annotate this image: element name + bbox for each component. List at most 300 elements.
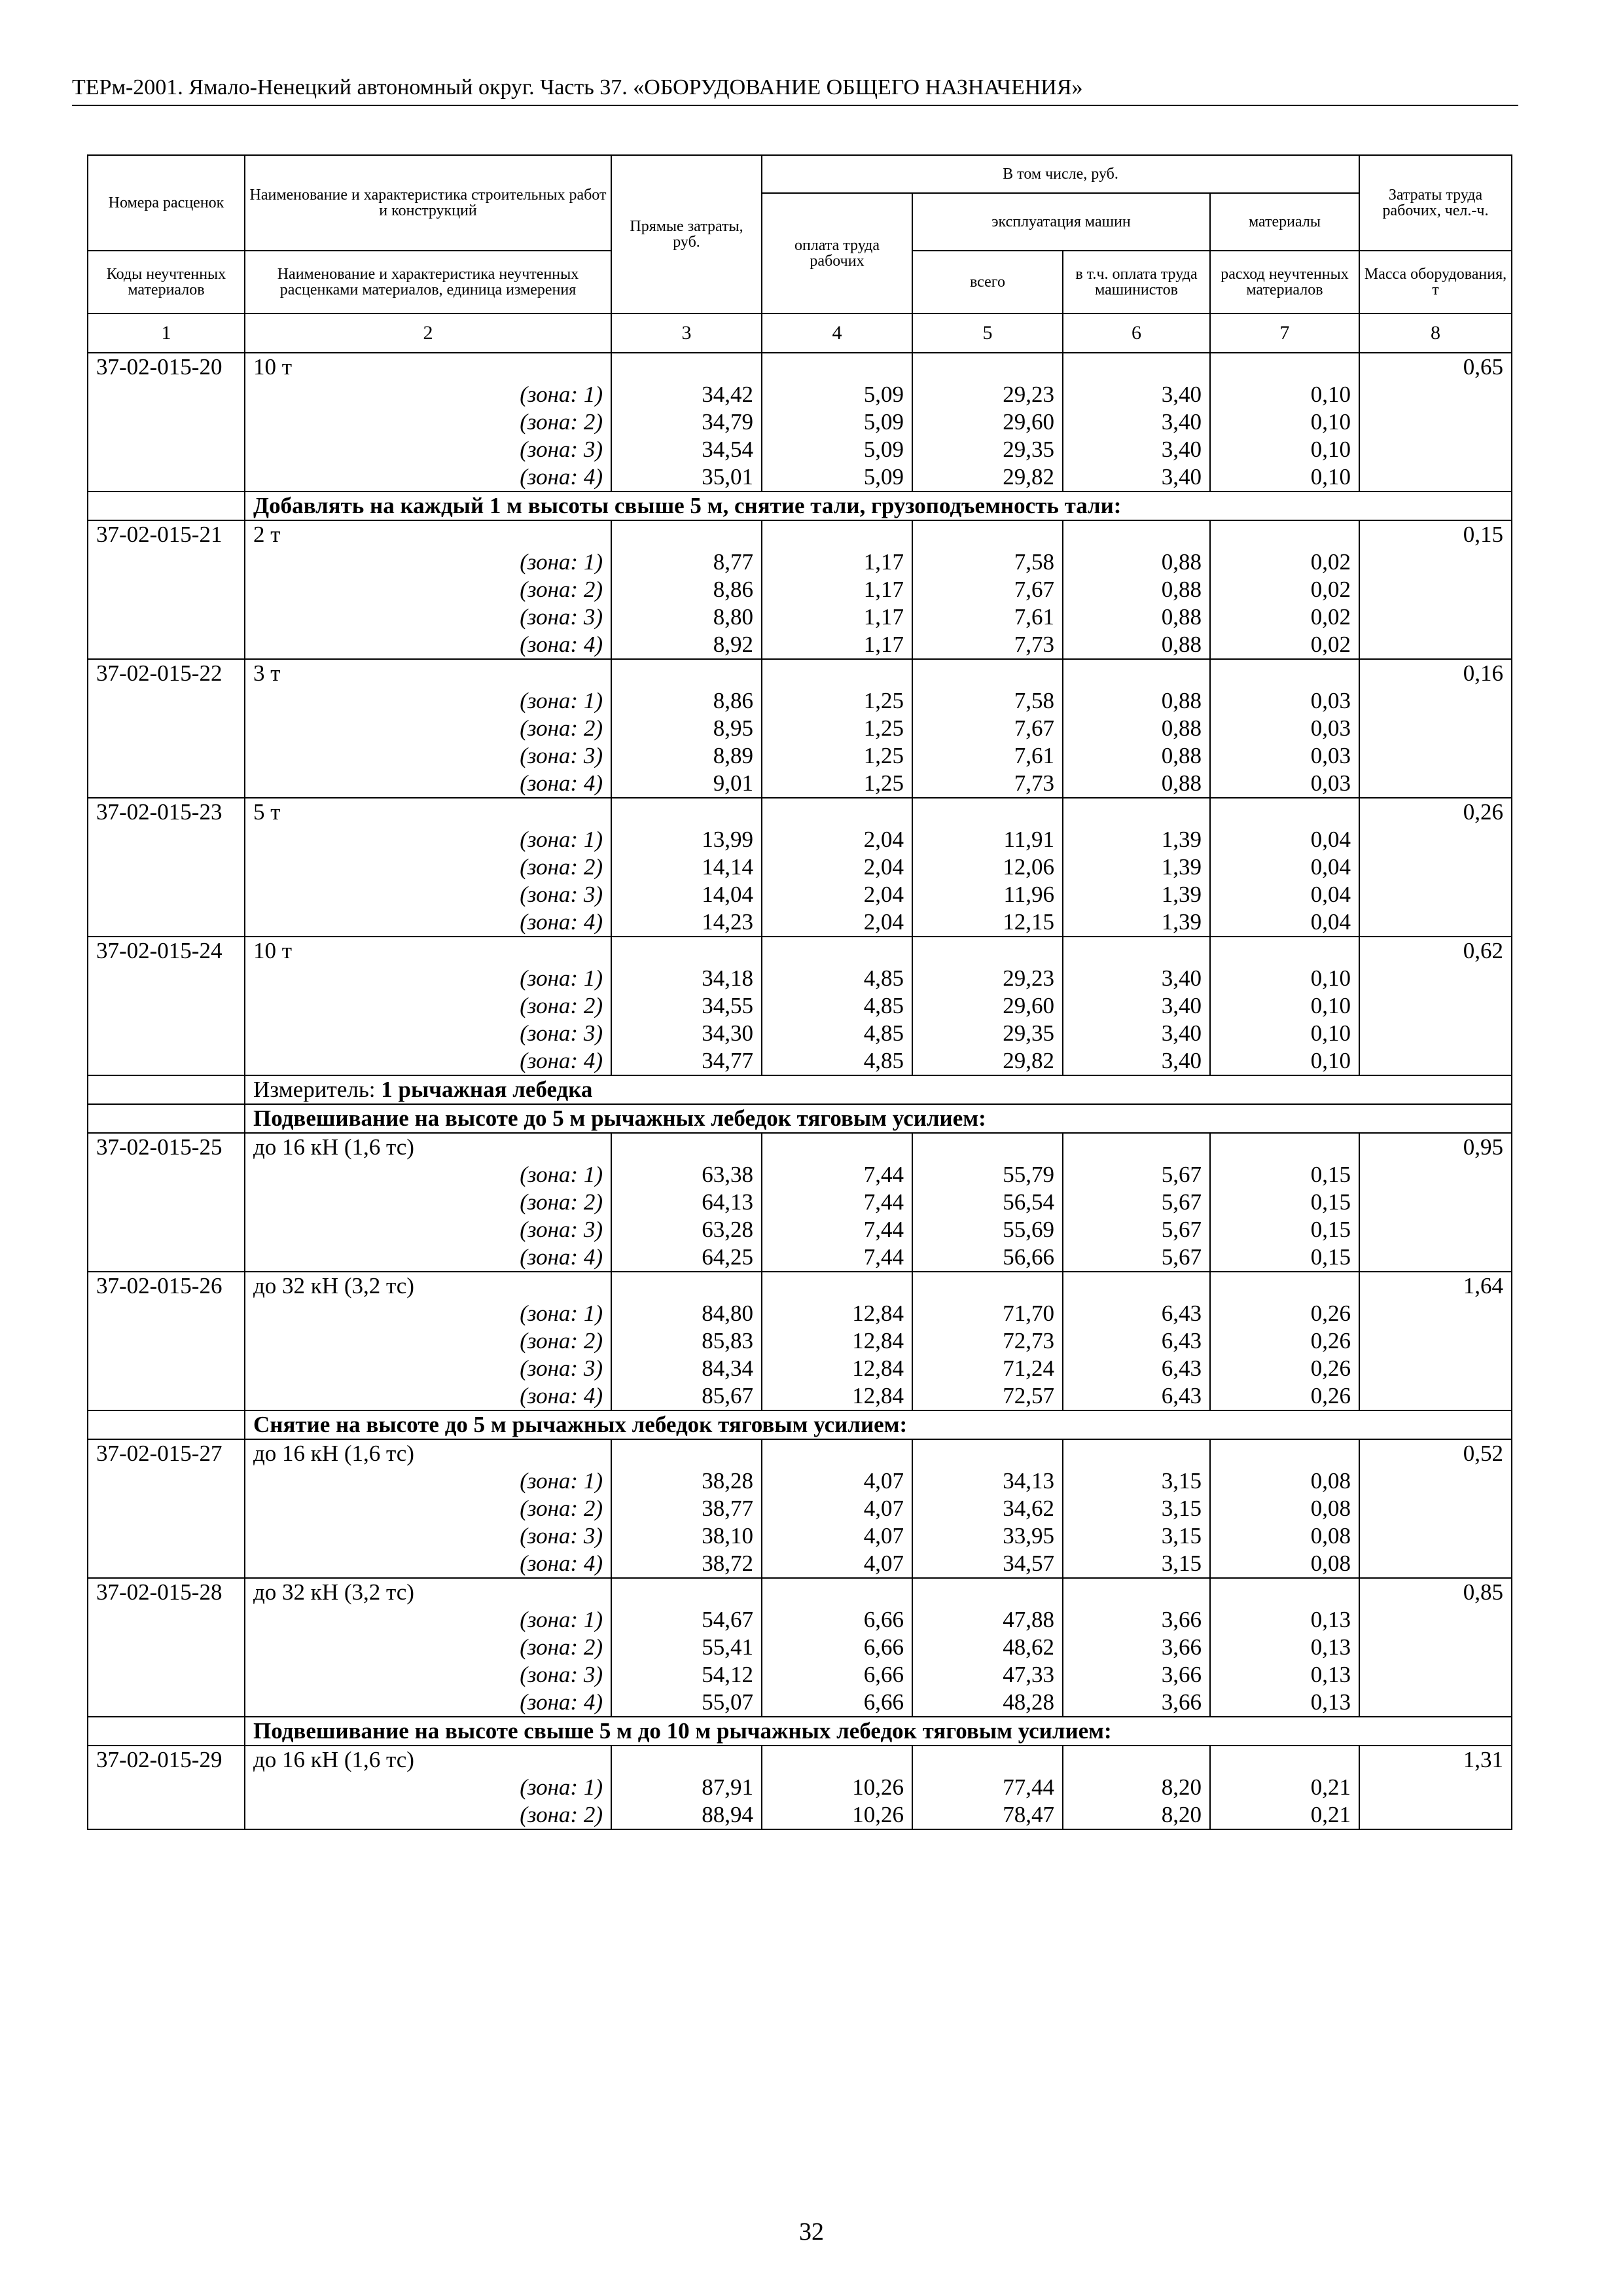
materials: 0,02: [1210, 576, 1359, 603]
empty-cell: [88, 1606, 245, 1634]
direct-costs: 64,25: [611, 1244, 762, 1272]
direct-costs: 63,28: [611, 1216, 762, 1244]
machinist-pay: 3,66: [1063, 1634, 1210, 1661]
zone-label: (зона: 1): [245, 965, 611, 992]
worker-pay: 1,17: [762, 631, 912, 659]
rate-name: 10 т: [245, 353, 611, 381]
zone-label: (зона: 3): [245, 1661, 611, 1689]
machinist-pay: 3,40: [1063, 436, 1210, 463]
materials: 0,03: [1210, 715, 1359, 742]
empty-cell: [1063, 659, 1210, 687]
materials: 0,03: [1210, 687, 1359, 715]
direct-costs: 85,67: [611, 1382, 762, 1410]
empty-cell: [1359, 881, 1512, 908]
empty-cell: [1359, 1161, 1512, 1189]
empty-cell: [912, 1746, 1063, 1774]
empty-cell: [912, 1578, 1063, 1606]
rates-table: [87, 154, 1512, 1830]
worker-pay: 1,17: [762, 576, 912, 603]
empty-cell: [88, 965, 245, 992]
materials: 0,10: [1210, 408, 1359, 436]
machinist-pay: 1,39: [1063, 826, 1210, 853]
direct-costs: 54,67: [611, 1606, 762, 1634]
empty-cell: [912, 1439, 1063, 1467]
rate-name: до 16 кН (1,6 тс): [245, 1439, 611, 1467]
empty-cell: [88, 1689, 245, 1717]
direct-costs: 38,72: [611, 1550, 762, 1578]
machinist-pay: 3,40: [1063, 381, 1210, 408]
zone-row: [88, 687, 1512, 715]
machines-total: 7,61: [912, 603, 1063, 631]
worker-pay: 4,07: [762, 1522, 912, 1550]
zone-label: (зона: 3): [245, 436, 611, 463]
rate-row: [88, 1272, 1512, 1300]
direct-costs: 9,01: [611, 770, 762, 798]
machinist-pay: 0,88: [1063, 603, 1210, 631]
empty-cell: [1063, 353, 1210, 381]
zone-row: [88, 1550, 1512, 1578]
header-worker-pay: оплата труда рабочих: [762, 193, 912, 314]
direct-costs: 34,30: [611, 1020, 762, 1047]
direct-costs: 14,04: [611, 881, 762, 908]
zone-label: (зона: 2): [245, 408, 611, 436]
machines-total: 7,61: [912, 742, 1063, 770]
section-heading: Подвешивание на высоте до 5 м рычажных лебедок тяговым усилием:: [245, 1104, 1512, 1133]
empty-cell: [1359, 463, 1512, 492]
empty-cell: [88, 1047, 245, 1075]
empty-cell: [912, 798, 1063, 826]
column-number: 2: [245, 314, 611, 353]
worker-pay: 10,26: [762, 1801, 912, 1829]
machinist-pay: 6,43: [1063, 1327, 1210, 1355]
zone-label: (зона: 1): [245, 1467, 611, 1495]
zone-row: [88, 1355, 1512, 1382]
machinist-pay: 3,40: [1063, 1047, 1210, 1075]
zone-label: (зона: 4): [245, 1689, 611, 1717]
worker-pay: 5,09: [762, 381, 912, 408]
machinist-pay: 1,39: [1063, 908, 1210, 937]
materials: 0,10: [1210, 436, 1359, 463]
empty-cell: [1359, 436, 1512, 463]
machines-total: 34,13: [912, 1467, 1063, 1495]
empty-cell: [1359, 1355, 1512, 1382]
zone-row: [88, 770, 1512, 798]
empty-cell: [1359, 1382, 1512, 1410]
machinist-pay: 1,39: [1063, 881, 1210, 908]
empty-cell: [611, 1439, 762, 1467]
header-work-name: Наименование и характеристика строительных работ и конструкций: [245, 155, 611, 251]
machinist-pay: 3,66: [1063, 1661, 1210, 1689]
table-header: [88, 155, 1512, 353]
section-heading-row: [88, 1717, 1512, 1746]
machines-total: 12,15: [912, 908, 1063, 937]
table-body: [88, 353, 1512, 1829]
zone-row: [88, 742, 1512, 770]
materials: 0,03: [1210, 742, 1359, 770]
zone-label: (зона: 1): [245, 548, 611, 576]
direct-costs: 8,77: [611, 548, 762, 576]
empty-cell: [1359, 1634, 1512, 1661]
direct-costs: 87,91: [611, 1774, 762, 1801]
worker-pay: 12,84: [762, 1355, 912, 1382]
meter-row: [88, 1075, 1512, 1104]
column-number: 5: [912, 314, 1063, 353]
section-code-cell: [88, 1717, 245, 1746]
empty-cell: [912, 1272, 1063, 1300]
empty-cell: [88, 1467, 245, 1495]
empty-cell: [762, 937, 912, 965]
worker-pay: 4,85: [762, 965, 912, 992]
empty-cell: [762, 798, 912, 826]
zone-label: (зона: 1): [245, 687, 611, 715]
rate-row: [88, 798, 1512, 826]
zone-label: (зона: 3): [245, 1216, 611, 1244]
empty-cell: [1359, 1550, 1512, 1578]
empty-cell: [1359, 1661, 1512, 1689]
section-heading-row: [88, 1410, 1512, 1439]
meter-label: Измеритель:: [253, 1077, 382, 1102]
machines-total: 29,35: [912, 1020, 1063, 1047]
column-number: 6: [1063, 314, 1210, 353]
empty-cell: [88, 881, 245, 908]
direct-costs: 88,94: [611, 1801, 762, 1829]
worker-pay: 6,66: [762, 1634, 912, 1661]
empty-cell: [1063, 1272, 1210, 1300]
materials: 0,26: [1210, 1382, 1359, 1410]
zone-label: (зона: 2): [245, 992, 611, 1020]
zone-label: (зона: 2): [245, 1801, 611, 1829]
empty-cell: [1210, 937, 1359, 965]
empty-cell: [88, 548, 245, 576]
zone-label: (зона: 1): [245, 1606, 611, 1634]
header-direct-costs: Прямые затраты, руб.: [611, 155, 762, 314]
rate-row: [88, 1133, 1512, 1161]
empty-cell: [912, 1133, 1063, 1161]
column-number: 8: [1359, 314, 1512, 353]
zone-row: [88, 576, 1512, 603]
direct-costs: 34,79: [611, 408, 762, 436]
machinist-pay: 3,40: [1063, 1020, 1210, 1047]
empty-cell: [88, 1550, 245, 1578]
empty-cell: [88, 1774, 245, 1801]
zone-row: [88, 436, 1512, 463]
empty-cell: [88, 1300, 245, 1327]
header-machinist-pay: в т.ч. оплата труда машинистов: [1063, 251, 1210, 314]
rate-name: до 16 кН (1,6 тс): [245, 1133, 611, 1161]
zone-row: [88, 381, 1512, 408]
machinist-pay: 5,67: [1063, 1244, 1210, 1272]
machinist-pay: 8,20: [1063, 1801, 1210, 1829]
machines-total: 11,91: [912, 826, 1063, 853]
empty-cell: [1359, 1216, 1512, 1244]
empty-cell: [611, 520, 762, 548]
empty-cell: [88, 687, 245, 715]
zone-row: [88, 1189, 1512, 1216]
worker-pay: 7,44: [762, 1189, 912, 1216]
materials: 0,15: [1210, 1189, 1359, 1216]
worker-pay: 4,85: [762, 1047, 912, 1075]
zone-label: (зона: 1): [245, 1300, 611, 1327]
rate-code: 37-02-015-27: [88, 1439, 245, 1467]
machines-total: 48,62: [912, 1634, 1063, 1661]
empty-cell: [1359, 381, 1512, 408]
worker-pay: 1,17: [762, 548, 912, 576]
direct-costs: 34,77: [611, 1047, 762, 1075]
materials: 0,10: [1210, 463, 1359, 492]
direct-costs: 63,38: [611, 1161, 762, 1189]
section-code-cell: [88, 1075, 245, 1104]
empty-cell: [1359, 548, 1512, 576]
section-heading-row: [88, 492, 1512, 520]
direct-costs: 8,92: [611, 631, 762, 659]
worker-pay: 5,09: [762, 408, 912, 436]
zone-label: (зона: 4): [245, 631, 611, 659]
direct-costs: 8,89: [611, 742, 762, 770]
machines-total: 29,23: [912, 965, 1063, 992]
machines-total: 29,82: [912, 1047, 1063, 1075]
empty-cell: [1359, 965, 1512, 992]
zone-row: [88, 1801, 1512, 1829]
machines-total: 29,82: [912, 463, 1063, 492]
worker-pay: 12,84: [762, 1300, 912, 1327]
materials: 0,10: [1210, 381, 1359, 408]
worker-pay: 1,25: [762, 715, 912, 742]
empty-cell: [88, 742, 245, 770]
empty-cell: [88, 463, 245, 492]
zone-row: [88, 1495, 1512, 1522]
zone-label: (зона: 1): [245, 1774, 611, 1801]
rate-name: 3 т: [245, 659, 611, 687]
rate-code: 37-02-015-28: [88, 1578, 245, 1606]
empty-cell: [88, 1327, 245, 1355]
empty-cell: [1210, 353, 1359, 381]
running-header: ТЕРм-2001. Ямало-Ненецкий автономный округ. Часть 37. «ОБОРУДОВАНИЕ ОБЩЕГО НАЗНАЧЕНИЯ»: [72, 73, 1518, 106]
empty-cell: [1359, 1495, 1512, 1522]
materials: 0,03: [1210, 770, 1359, 798]
machines-total: 34,62: [912, 1495, 1063, 1522]
section-heading: Снятие на высоте до 5 м рычажных лебедок тяговым усилием:: [245, 1410, 1512, 1439]
zone-label: (зона: 3): [245, 1522, 611, 1550]
zone-label: (зона: 4): [245, 463, 611, 492]
rate-code: 37-02-015-20: [88, 353, 245, 381]
direct-costs: 55,07: [611, 1689, 762, 1717]
empty-cell: [762, 353, 912, 381]
direct-costs: 34,54: [611, 436, 762, 463]
zone-row: [88, 1216, 1512, 1244]
machinist-pay: 3,40: [1063, 463, 1210, 492]
empty-cell: [1359, 576, 1512, 603]
materials: 0,13: [1210, 1661, 1359, 1689]
machines-total: 29,23: [912, 381, 1063, 408]
empty-cell: [1359, 853, 1512, 881]
machinist-pay: 3,40: [1063, 408, 1210, 436]
worker-pay: 1,25: [762, 742, 912, 770]
empty-cell: [1359, 1327, 1512, 1355]
worker-pay: 7,44: [762, 1244, 912, 1272]
zone-row: [88, 1661, 1512, 1689]
rate-code: 37-02-015-22: [88, 659, 245, 687]
empty-cell: [762, 1746, 912, 1774]
rate-row: [88, 520, 1512, 548]
empty-cell: [1359, 1047, 1512, 1075]
worker-pay: 10,26: [762, 1774, 912, 1801]
header-equipment-mass: Масса оборудования, т: [1359, 251, 1512, 314]
equipment-mass: 1,64: [1359, 1272, 1512, 1300]
empty-cell: [1210, 1133, 1359, 1161]
empty-cell: [88, 631, 245, 659]
empty-cell: [1359, 1774, 1512, 1801]
equipment-mass: 0,26: [1359, 798, 1512, 826]
zone-row: [88, 965, 1512, 992]
empty-cell: [1359, 826, 1512, 853]
empty-cell: [88, 1495, 245, 1522]
machines-total: 11,96: [912, 881, 1063, 908]
materials: 0,08: [1210, 1550, 1359, 1578]
empty-cell: [611, 1272, 762, 1300]
direct-costs: 38,28: [611, 1467, 762, 1495]
section-heading: Добавлять на каждый 1 м высоты свыше 5 м, снятие тали, грузоподъемность тали:: [245, 492, 1512, 520]
machinist-pay: 3,40: [1063, 965, 1210, 992]
rate-code: 37-02-015-25: [88, 1133, 245, 1161]
rate-code: 37-02-015-29: [88, 1746, 245, 1774]
zone-row: [88, 715, 1512, 742]
zone-row: [88, 1161, 1512, 1189]
rate-code: 37-02-015-23: [88, 798, 245, 826]
empty-cell: [762, 520, 912, 548]
empty-cell: [1359, 770, 1512, 798]
zone-label: (зона: 2): [245, 715, 611, 742]
rate-row: [88, 353, 1512, 381]
machinist-pay: 3,66: [1063, 1689, 1210, 1717]
empty-cell: [88, 1801, 245, 1829]
empty-cell: [1359, 992, 1512, 1020]
machinist-pay: 0,88: [1063, 742, 1210, 770]
worker-pay: 12,84: [762, 1327, 912, 1355]
empty-cell: [611, 798, 762, 826]
empty-cell: [88, 826, 245, 853]
worker-pay: 2,04: [762, 853, 912, 881]
machines-total: 34,57: [912, 1550, 1063, 1578]
section-heading: Подвешивание на высоте свыше 5 м до 10 м рычажных лебедок тяговым усилием:: [245, 1717, 1512, 1746]
direct-costs: 85,83: [611, 1327, 762, 1355]
machinist-pay: 5,67: [1063, 1161, 1210, 1189]
zone-row: [88, 1606, 1512, 1634]
empty-cell: [611, 1578, 762, 1606]
machinist-pay: 3,15: [1063, 1522, 1210, 1550]
zone-row: [88, 1020, 1512, 1047]
header-including: В том числе, руб.: [762, 155, 1359, 193]
machinist-pay: 3,15: [1063, 1467, 1210, 1495]
empty-cell: [1359, 631, 1512, 659]
header-machine-operation: эксплуатация машин: [912, 193, 1210, 251]
direct-costs: 84,34: [611, 1355, 762, 1382]
zone-label: (зона: 4): [245, 1550, 611, 1578]
empty-cell: [1359, 908, 1512, 937]
zone-label: (зона: 4): [245, 770, 611, 798]
empty-cell: [611, 1746, 762, 1774]
machines-total: 7,58: [912, 687, 1063, 715]
machinist-pay: 0,88: [1063, 770, 1210, 798]
empty-cell: [1359, 742, 1512, 770]
meter-value: 1 рычажная лебедка: [381, 1077, 593, 1102]
materials: 0,13: [1210, 1634, 1359, 1661]
worker-pay: 5,09: [762, 463, 912, 492]
zone-label: (зона: 2): [245, 1189, 611, 1216]
materials: 0,10: [1210, 1047, 1359, 1075]
zone-label: (зона: 1): [245, 1161, 611, 1189]
empty-cell: [88, 1355, 245, 1382]
empty-cell: [88, 992, 245, 1020]
empty-cell: [1063, 520, 1210, 548]
empty-cell: [1063, 1133, 1210, 1161]
equipment-mass: 0,85: [1359, 1578, 1512, 1606]
direct-costs: 8,95: [611, 715, 762, 742]
rate-name: до 32 кН (3,2 тс): [245, 1578, 611, 1606]
empty-cell: [912, 353, 1063, 381]
equipment-mass: 0,52: [1359, 1439, 1512, 1467]
worker-pay: 4,07: [762, 1495, 912, 1522]
empty-cell: [762, 659, 912, 687]
zone-label: (зона: 2): [245, 1327, 611, 1355]
materials: 0,10: [1210, 992, 1359, 1020]
empty-cell: [88, 603, 245, 631]
header-unaccounted-codes: Коды неучтенных материалов: [88, 251, 245, 314]
zone-row: [88, 603, 1512, 631]
zone-label: (зона: 3): [245, 881, 611, 908]
empty-cell: [1210, 1578, 1359, 1606]
machines-total: 33,95: [912, 1522, 1063, 1550]
direct-costs: 55,41: [611, 1634, 762, 1661]
zone-label: (зона: 4): [245, 1244, 611, 1272]
zone-label: (зона: 2): [245, 576, 611, 603]
direct-costs: 8,86: [611, 687, 762, 715]
rates-table-wrap: [87, 154, 1511, 1830]
machines-total: 29,35: [912, 436, 1063, 463]
empty-cell: [1210, 798, 1359, 826]
zone-label: (зона: 1): [245, 826, 611, 853]
machines-total: 71,70: [912, 1300, 1063, 1327]
machinist-pay: 0,88: [1063, 687, 1210, 715]
machines-total: 7,73: [912, 770, 1063, 798]
machines-total: 55,79: [912, 1161, 1063, 1189]
header-labor-costs: Затраты труда рабочих, чел.-ч.: [1359, 155, 1512, 251]
header-machines-total: всего: [912, 251, 1063, 314]
machinist-pay: 3,40: [1063, 992, 1210, 1020]
materials: 0,13: [1210, 1689, 1359, 1717]
rate-name: 2 т: [245, 520, 611, 548]
empty-cell: [1210, 520, 1359, 548]
zone-row: [88, 853, 1512, 881]
equipment-mass: 1,31: [1359, 1746, 1512, 1774]
worker-pay: 7,44: [762, 1161, 912, 1189]
empty-cell: [88, 1020, 245, 1047]
column-number: 3: [611, 314, 762, 353]
equipment-mass: 0,65: [1359, 353, 1512, 381]
zone-row: [88, 631, 1512, 659]
direct-costs: 13,99: [611, 826, 762, 853]
materials: 0,04: [1210, 908, 1359, 937]
zone-row: [88, 408, 1512, 436]
direct-costs: 14,14: [611, 853, 762, 881]
empty-cell: [1210, 1272, 1359, 1300]
section-code-cell: [88, 492, 245, 520]
empty-cell: [1210, 659, 1359, 687]
column-number: 4: [762, 314, 912, 353]
empty-cell: [1063, 798, 1210, 826]
materials: 0,04: [1210, 853, 1359, 881]
machines-total: 71,24: [912, 1355, 1063, 1382]
worker-pay: 6,66: [762, 1606, 912, 1634]
